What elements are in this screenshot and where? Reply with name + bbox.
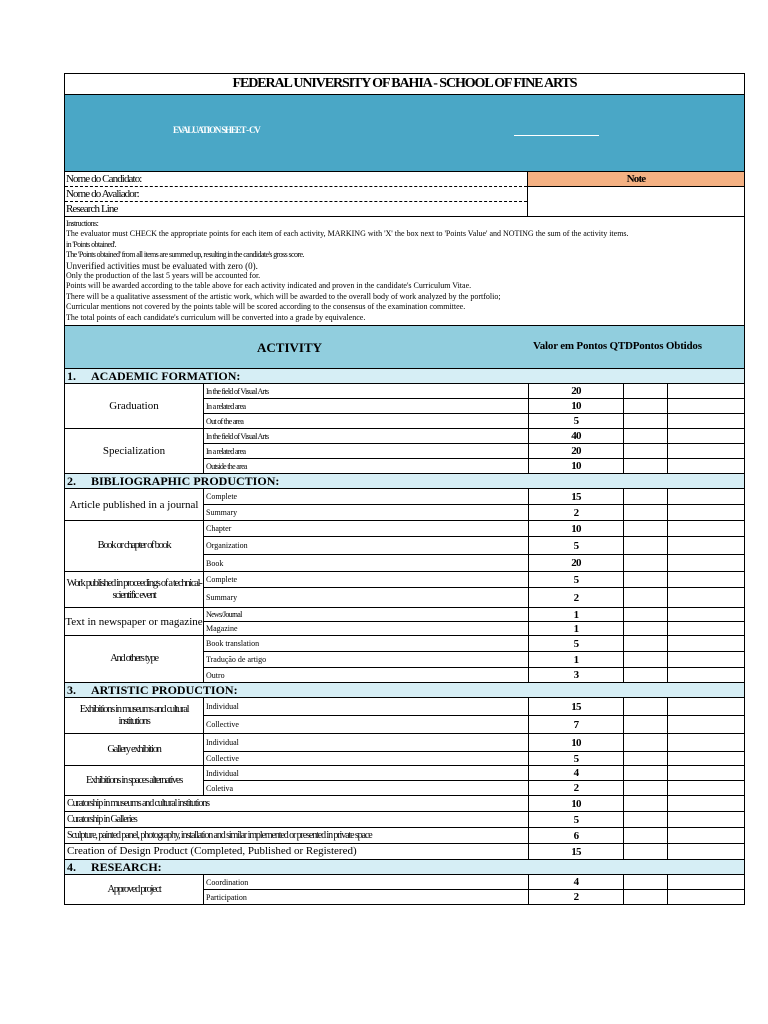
group-approved-project <box>65 875 744 904</box>
points-value: 7 <box>529 716 624 733</box>
points-value: 4 <box>529 766 624 780</box>
points-value: 1 <box>529 622 624 635</box>
points-value: 40 <box>529 429 624 443</box>
item-label: Sculpture, painted panel, photography, installation and similar implemented or presented in private space <box>65 828 529 843</box>
table-row <box>204 414 744 428</box>
section-academic-formation <box>65 369 744 384</box>
item-label: Complete <box>204 572 529 587</box>
section-number: 2. <box>67 474 76 489</box>
item-label: Coletiva <box>204 781 529 795</box>
qtd-cell[interactable] <box>624 414 668 428</box>
points-obtained-cell[interactable] <box>668 429 744 443</box>
points-value: 6 <box>529 828 624 843</box>
section-bibliographic-production <box>65 474 744 489</box>
qtd-cell[interactable] <box>624 828 668 843</box>
points-value: 1 <box>529 652 624 667</box>
points-value: 5 <box>529 812 624 827</box>
instruction-line: The evaluator must CHECK the appropriate points for each item of each activity, MARKING with 'X' the box next to 'Points Value' and NOTING the sum of the activity items. <box>66 229 629 239</box>
item-label: Tradução de artigo <box>204 652 529 667</box>
points-value: 10 <box>529 399 624 413</box>
points-obtained-cell[interactable] <box>668 521 744 536</box>
points-value: 2 <box>529 588 624 607</box>
table-row <box>204 668 744 682</box>
points-obtained-cell[interactable] <box>668 608 744 621</box>
qtd-cell[interactable] <box>624 890 668 904</box>
section-number: 1. <box>67 369 76 384</box>
group-name: Book or chapter of book <box>65 521 204 571</box>
item-label: Summary <box>204 505 529 520</box>
points-obtained-cell[interactable] <box>668 781 744 795</box>
qtd-cell[interactable] <box>624 572 668 587</box>
item-label: Book translation <box>204 636 529 651</box>
table-row <box>204 752 744 765</box>
item-label: Outside the area <box>204 459 529 473</box>
qtd-cell[interactable] <box>624 796 668 811</box>
item-label: In the field of Visual Arts <box>204 429 529 443</box>
group-name: And others type <box>65 636 204 682</box>
instruction-line: Only the production of the last 5 years will be accounted for. <box>66 271 261 281</box>
points-value: 2 <box>529 781 624 795</box>
instruction-line: Unverified activities must be evaluated with zero (0). <box>66 260 258 271</box>
table-row <box>204 652 744 668</box>
points-value: 15 <box>529 489 624 504</box>
banner-blank-line <box>514 125 599 136</box>
qtd-cell[interactable] <box>624 668 668 682</box>
group-name: Specialization <box>65 429 204 473</box>
qtd-cell[interactable] <box>624 399 668 413</box>
group-proceedings <box>65 572 744 608</box>
points-value: 15 <box>529 698 624 715</box>
points-obtained-cell[interactable] <box>668 828 744 843</box>
group-name: Exhibitions in spaces alternatives <box>65 766 204 795</box>
group-graduation <box>65 384 744 429</box>
qtd-cell[interactable] <box>624 652 668 667</box>
points-value: 4 <box>529 875 624 889</box>
group-name: Approved project <box>65 875 204 904</box>
item-label: Outro <box>204 668 529 682</box>
group-book <box>65 521 744 572</box>
table-row <box>204 444 744 459</box>
item-label: Chapter <box>204 521 529 536</box>
points-obtained-cell[interactable] <box>668 698 744 715</box>
item-label: Summary <box>204 588 529 607</box>
points-value: 20 <box>529 444 624 458</box>
table-row <box>204 489 744 505</box>
points-value: 5 <box>529 414 624 428</box>
points-value: 10 <box>529 734 624 751</box>
instructions <box>65 217 744 326</box>
group-name: Work published in proceedings of a technical-scientific event <box>65 572 204 607</box>
instruction-line: Points will be awarded according to the table above for each activity indicated and proven in the candidate's Curriculum Vitae. <box>66 281 472 291</box>
table-row <box>65 812 744 828</box>
research-line-field[interactable]: Research Line <box>66 203 118 215</box>
points-obtained-cell[interactable] <box>668 588 744 607</box>
points-obtained-cell[interactable] <box>668 399 744 413</box>
candidate-name-field[interactable]: Nome do Candidato: <box>65 172 527 187</box>
banner-subtitle: EVALUATION SHEET - CV <box>173 125 260 135</box>
points-value: 5 <box>529 752 624 765</box>
points-obtained-cell[interactable] <box>668 734 744 751</box>
item-label: Book <box>204 555 529 571</box>
evaluator-name-field[interactable]: Nome do Avaliador: <box>65 187 527 202</box>
points-value: 5 <box>529 636 624 651</box>
item-label: Individual <box>204 698 529 715</box>
qtd-cell[interactable] <box>624 716 668 733</box>
header-banner <box>65 95 744 172</box>
points-obtained-cell[interactable] <box>668 716 744 733</box>
qtd-cell[interactable] <box>624 875 668 889</box>
item-label: Organization <box>204 537 529 554</box>
item-label: Out of the area <box>204 414 529 428</box>
points-obtained-cell[interactable] <box>668 414 744 428</box>
instruction-line: The 'Points obtained' from all items are summed up, resulting in the candidate's gross score. <box>66 250 304 260</box>
table-row <box>65 828 744 844</box>
group-name: Graduation <box>65 384 204 428</box>
section-title: BIBLIOGRAPHIC PRODUCTION: <box>91 474 280 489</box>
item-label: News/Journal <box>204 608 529 621</box>
group-gallery <box>65 734 744 766</box>
instruction-line: There will be a qualitative assessment of the artistic work, which will be awarded to the overall body of work analyzed by the portfolio; <box>66 291 501 301</box>
item-label: In the field of Visual Arts <box>204 384 529 398</box>
qtd-cell[interactable] <box>624 636 668 651</box>
group-name: Exhibitions in museums and cultural institutions <box>65 698 204 733</box>
qtd-cell[interactable] <box>624 444 668 458</box>
activity-header: ACTIVITY <box>257 340 323 356</box>
table-row <box>204 622 744 635</box>
points-value: 20 <box>529 384 624 398</box>
qtd-cell[interactable] <box>624 608 668 621</box>
qtd-cell[interactable] <box>624 384 668 398</box>
section-number: 4. <box>67 860 76 875</box>
candidate-block <box>65 172 744 217</box>
qtd-cell[interactable] <box>624 588 668 607</box>
points-value: 20 <box>529 555 624 571</box>
form-title: FEDERAL UNIVERSITY OF BAHIA - SCHOOL OF FINE ARTS <box>65 74 744 95</box>
qtd-cell[interactable] <box>624 752 668 765</box>
points-obtained-cell[interactable] <box>668 766 744 780</box>
points-obtained-cell[interactable] <box>668 812 744 827</box>
note-value-box[interactable] <box>528 187 744 215</box>
item-label: Curatorship in museums and cultural institutions <box>65 796 529 811</box>
qtd-cell[interactable] <box>624 844 668 859</box>
table-row <box>204 555 744 571</box>
points-obtained-cell[interactable] <box>668 459 744 473</box>
group-exhibitions <box>65 698 744 734</box>
qtd-cell[interactable] <box>624 429 668 443</box>
qtd-cell[interactable] <box>624 622 668 635</box>
qtd-cell[interactable] <box>624 781 668 795</box>
points-obtained-cell[interactable] <box>668 622 744 635</box>
qtd-cell[interactable] <box>624 698 668 715</box>
table-row <box>204 399 744 414</box>
item-label: Collective <box>204 752 529 765</box>
item-label: In a related area <box>204 444 529 458</box>
instruction-line: The total points of each candidate's curriculum will be converted into a grade by equivalence. <box>66 312 366 322</box>
points-obtained-cell[interactable] <box>668 444 744 458</box>
table-row <box>204 734 744 752</box>
points-obtained-cell[interactable] <box>668 636 744 651</box>
table-row <box>65 844 744 860</box>
points-obtained-cell[interactable] <box>668 572 744 587</box>
table-row <box>204 875 744 890</box>
qtd-cell[interactable] <box>624 812 668 827</box>
points-obtained-cell[interactable] <box>668 384 744 398</box>
qtd-cell[interactable] <box>624 537 668 554</box>
group-newspaper <box>65 608 744 636</box>
item-label: Coordination <box>204 875 529 889</box>
section-research <box>65 860 744 875</box>
item-label: Creation of Design Product (Completed, Published or Registered) <box>65 844 529 859</box>
qtd-cell[interactable] <box>624 766 668 780</box>
table-header <box>65 326 744 369</box>
group-alternative-spaces <box>65 766 744 796</box>
points-obtained-cell[interactable] <box>668 505 744 520</box>
group-name: Gallery exhibition <box>65 734 204 765</box>
table-row <box>204 384 744 399</box>
points-value: 2 <box>529 890 624 904</box>
points-value: 10 <box>529 521 624 536</box>
qtd-cell[interactable] <box>624 489 668 504</box>
item-label: Complete <box>204 489 529 504</box>
points-obtained-cell[interactable] <box>668 652 744 667</box>
instruction-line: in 'Points obtained'. <box>66 239 117 249</box>
points-value: 3 <box>529 668 624 682</box>
table-row <box>204 429 744 444</box>
section-title: RESEARCH: <box>91 860 162 875</box>
instruction-line: Curricular mentions not covered by the points table will be scored according to the consensus of the examination committee. <box>66 302 466 312</box>
item-label: In a related area <box>204 399 529 413</box>
item-label: Collective <box>204 716 529 733</box>
table-row <box>204 537 744 555</box>
points-obtained-cell[interactable] <box>668 668 744 682</box>
note-label: Note <box>528 172 744 187</box>
table-row <box>204 698 744 716</box>
instruction-line: Instructions: <box>66 219 99 228</box>
points-obtained-cell[interactable] <box>668 537 744 554</box>
points-value: 5 <box>529 572 624 587</box>
points-header: Valor em Pontos QTDPontos Obtidos <box>533 340 702 353</box>
group-article <box>65 489 744 521</box>
points-value: 5 <box>529 537 624 554</box>
points-obtained-cell[interactable] <box>668 890 744 904</box>
group-others <box>65 636 744 683</box>
qtd-cell[interactable] <box>624 521 668 536</box>
points-obtained-cell[interactable] <box>668 555 744 571</box>
group-name: Text in newspaper or magazine <box>65 608 204 635</box>
qtd-cell[interactable] <box>624 734 668 751</box>
section-number: 3. <box>67 683 76 698</box>
points-obtained-cell[interactable] <box>668 796 744 811</box>
item-label: Individual <box>204 766 529 780</box>
table-row <box>204 781 744 795</box>
points-obtained-cell[interactable] <box>668 489 744 504</box>
table-row <box>204 608 744 622</box>
table-row <box>204 521 744 537</box>
points-value: 15 <box>529 844 624 859</box>
table-row <box>204 766 744 781</box>
section-artistic-production <box>65 683 744 698</box>
points-value: 10 <box>529 796 624 811</box>
item-label: Curatorship in Galleries <box>65 812 529 827</box>
table-row <box>204 716 744 733</box>
group-specialization <box>65 429 744 474</box>
table-row <box>204 459 744 473</box>
qtd-cell[interactable] <box>624 555 668 571</box>
table-row <box>204 890 744 904</box>
points-value: 2 <box>529 505 624 520</box>
table-row <box>204 636 744 652</box>
section-title: ACADEMIC FORMATION: <box>91 369 241 384</box>
item-label: Participation <box>204 890 529 904</box>
points-obtained-cell[interactable] <box>668 752 744 765</box>
table-row <box>204 588 744 607</box>
table-row <box>204 505 744 520</box>
qtd-cell[interactable] <box>624 459 668 473</box>
points-value: 1 <box>529 608 624 621</box>
evaluation-form <box>64 73 745 905</box>
table-row <box>204 572 744 588</box>
table-row <box>65 796 744 812</box>
section-title: ARTISTIC PRODUCTION: <box>91 683 238 698</box>
points-obtained-cell[interactable] <box>668 844 744 859</box>
points-value: 10 <box>529 459 624 473</box>
item-label: Individual <box>204 734 529 751</box>
item-label: Magazine <box>204 622 529 635</box>
group-name: Article published in a journal <box>65 489 204 520</box>
points-obtained-cell[interactable] <box>668 875 744 889</box>
qtd-cell[interactable] <box>624 505 668 520</box>
